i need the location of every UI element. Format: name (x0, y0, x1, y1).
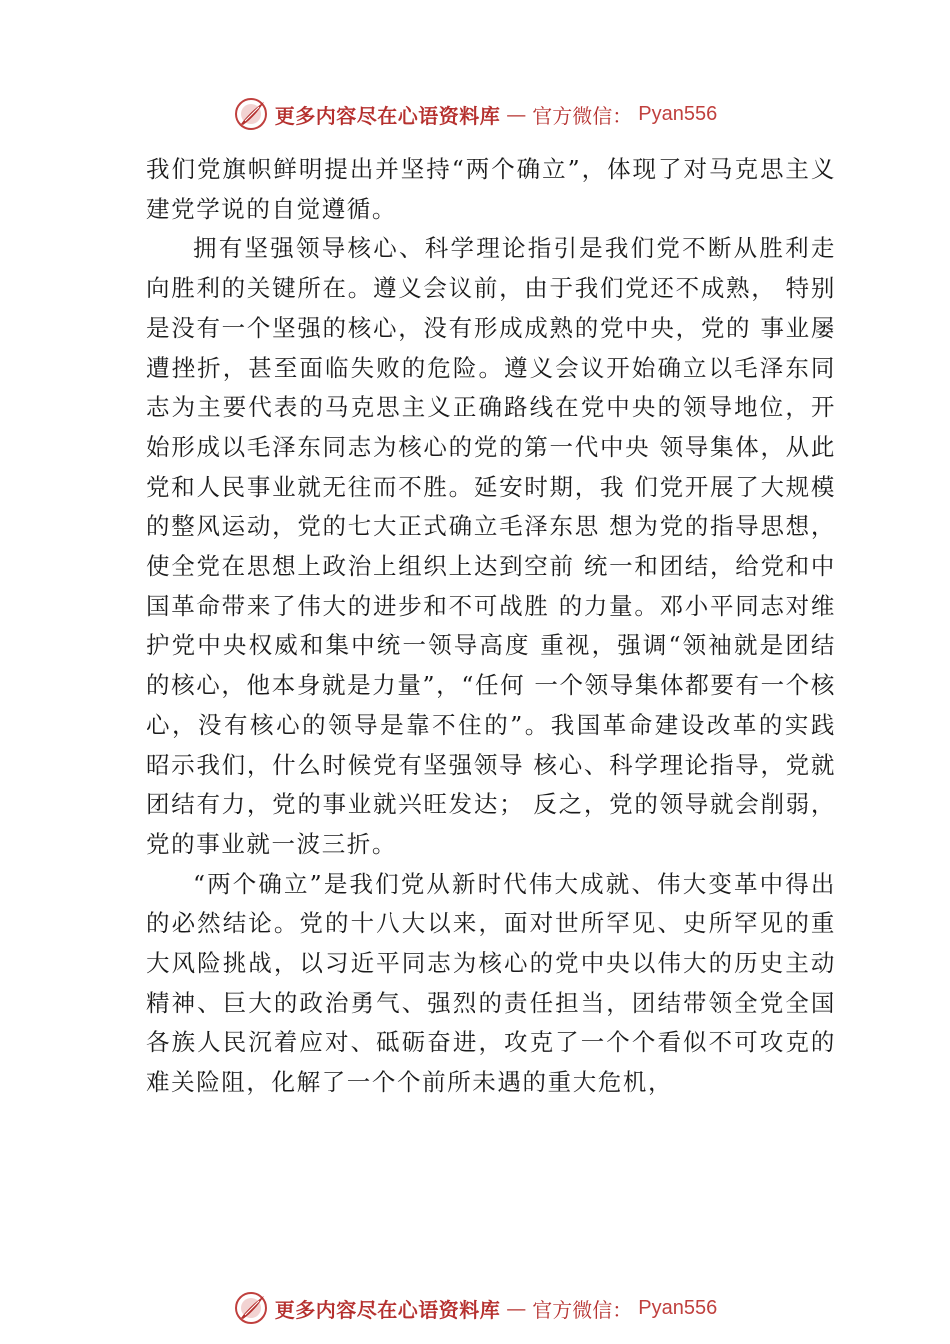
document-body (146, 150, 836, 1103)
watermark-footer-content (233, 1290, 717, 1326)
quill-logo-icon (233, 96, 269, 132)
paragraph-3: “两个确立”是我们党从新时代伟大成就、伟大变革中得出的必然结论。党的十八大以来，面对世所罕见、史所罕见的重大风险挑战，以习近平同志为核心的党中央以伟大的历史主动精神、巨大的政治勇气、强烈的责任担当，团结带领全党全国各族人民沉着应对、砥砺奋进，攻克了一个个看似不可攻克的难关险阻，化解了一个个前所未遇的重大危机， (146, 869, 836, 1097)
paragraph-1: 我们党旗帜鲜明提出并坚持“两个确立”，体现了对马克思主义建党学说的自觉遵循。 (146, 155, 836, 223)
watermark-brand-text: 更多内容尽在心语资料库 (274, 1297, 501, 1322)
watermark-footer (0, 1288, 950, 1328)
watermark-label: 官方微信： (532, 1297, 633, 1322)
watermark-separator: — (506, 1296, 527, 1320)
watermark-handle: Pyan556 (638, 1296, 718, 1319)
watermark-separator: — (506, 102, 527, 126)
paragraph-2: 拥有坚强领导核心、科学理论指引是我们党不断从胜利走向胜利的关键所在。遵义会议前，由于我们党还不成熟， 特别是没有一个坚强的核心，没有形成成熟的党中央，党的 事业屡遭挫折，甚至面临失败的危险。遵义会议开始确立以毛泽东同志为主要代表的马克思主义正确路线在党中央的领导地位，开始形成以毛泽东同志为核心的党的第一代中央 领导集体，从此党和人民事业就无往而不胜。延安时期，我 们党开展了大规模的整风运动，党的七大正式确立毛泽东思 想为党的指导思想，使全党在思想上政治上组织上达到空前 统一和团结，给党和中国革命带来了伟大的进步和不可战胜 的力量。邓小平同志对维护党中央权威和集中统一领导高度 重视，强调“领袖就是团结的核心，他本身就是力量”，“任何 一个领导集体都要有一个核心，没有核心的领导是靠不住的”。我国革命建设改革的实践昭示我们，什么时候党有坚强领导 核心、科学理论指导，党就团结有力，党的事业就兴旺发达； 反之，党的领导就会削弱，党的事业就一波三折。 (146, 234, 836, 858)
watermark-brand-text: 更多内容尽在心语资料库 (274, 103, 501, 128)
quill-logo-icon (233, 1290, 269, 1326)
watermark-label: 官方微信： (532, 103, 633, 128)
watermark-handle: Pyan556 (638, 102, 718, 125)
watermark-header (0, 94, 950, 134)
watermark-header-content (233, 96, 717, 132)
